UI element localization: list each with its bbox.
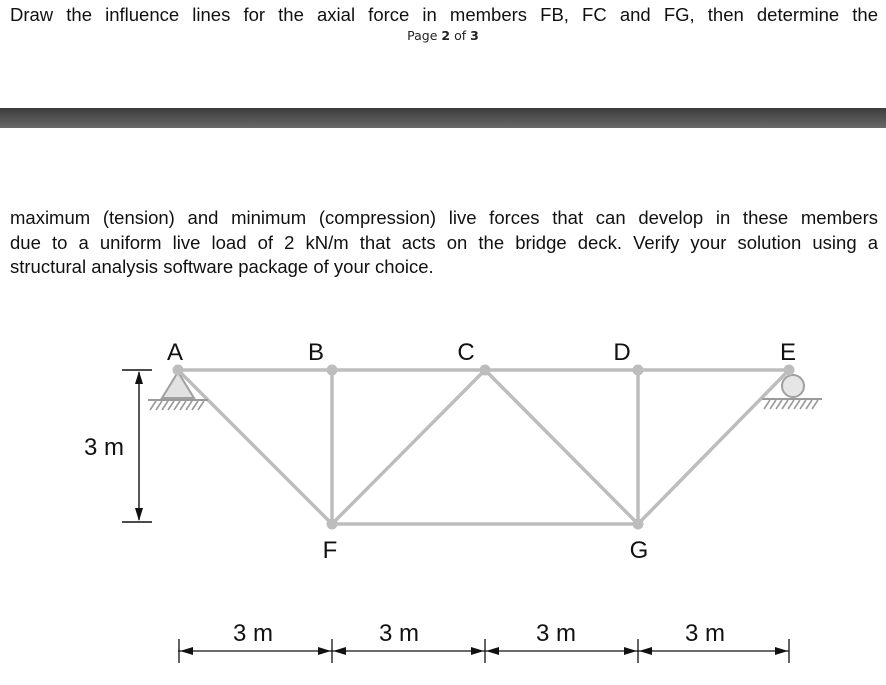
truss-joints bbox=[173, 365, 795, 530]
joint-D bbox=[633, 365, 644, 376]
joint-G bbox=[633, 519, 644, 530]
node-label-B: B bbox=[307, 339, 325, 366]
member-AF bbox=[178, 370, 332, 524]
problem-text-line-4: structural analysis software package of your choice. bbox=[10, 256, 434, 277]
member-FC bbox=[332, 370, 485, 524]
problem-text-line-1: Draw the influence lines for the axial force in members FB, FC and FG, then determine the bbox=[10, 4, 878, 25]
joint-C bbox=[480, 365, 491, 376]
roller-support-icon bbox=[762, 375, 822, 409]
problem-text-line-2: maximum (tension) and minimum (compression) live forces that can develop in these members bbox=[10, 207, 878, 228]
height-label: 3 m bbox=[83, 434, 125, 461]
span-label-3: 3 m bbox=[535, 620, 577, 647]
joint-F bbox=[327, 519, 338, 530]
node-label-C: C bbox=[457, 339, 475, 366]
page-total: 3 bbox=[470, 28, 479, 43]
joint-B bbox=[327, 365, 338, 376]
member-CG bbox=[485, 370, 638, 524]
joint-A bbox=[173, 365, 184, 376]
span-label-4: 3 m bbox=[684, 620, 726, 647]
member-GE bbox=[638, 370, 789, 524]
node-label-F: F bbox=[322, 537, 338, 564]
node-label-D: D bbox=[613, 339, 631, 366]
joint-E bbox=[784, 365, 795, 376]
page-current: 2 bbox=[441, 28, 451, 43]
page-label: Page bbox=[407, 28, 438, 43]
node-label-E: E bbox=[779, 339, 797, 366]
problem-text-line-3: due to a uniform live load of 2 kN/m that acts on the bridge deck. Verify your solution using a bbox=[10, 231, 878, 253]
node-label-G: G bbox=[629, 537, 649, 564]
span-label-2: 3 m bbox=[378, 620, 420, 647]
node-label-A: A bbox=[166, 339, 184, 366]
page-of: of bbox=[454, 28, 467, 43]
truss-members bbox=[178, 370, 789, 524]
span-label-1: 3 m bbox=[232, 620, 274, 647]
height-dimension bbox=[122, 370, 152, 522]
